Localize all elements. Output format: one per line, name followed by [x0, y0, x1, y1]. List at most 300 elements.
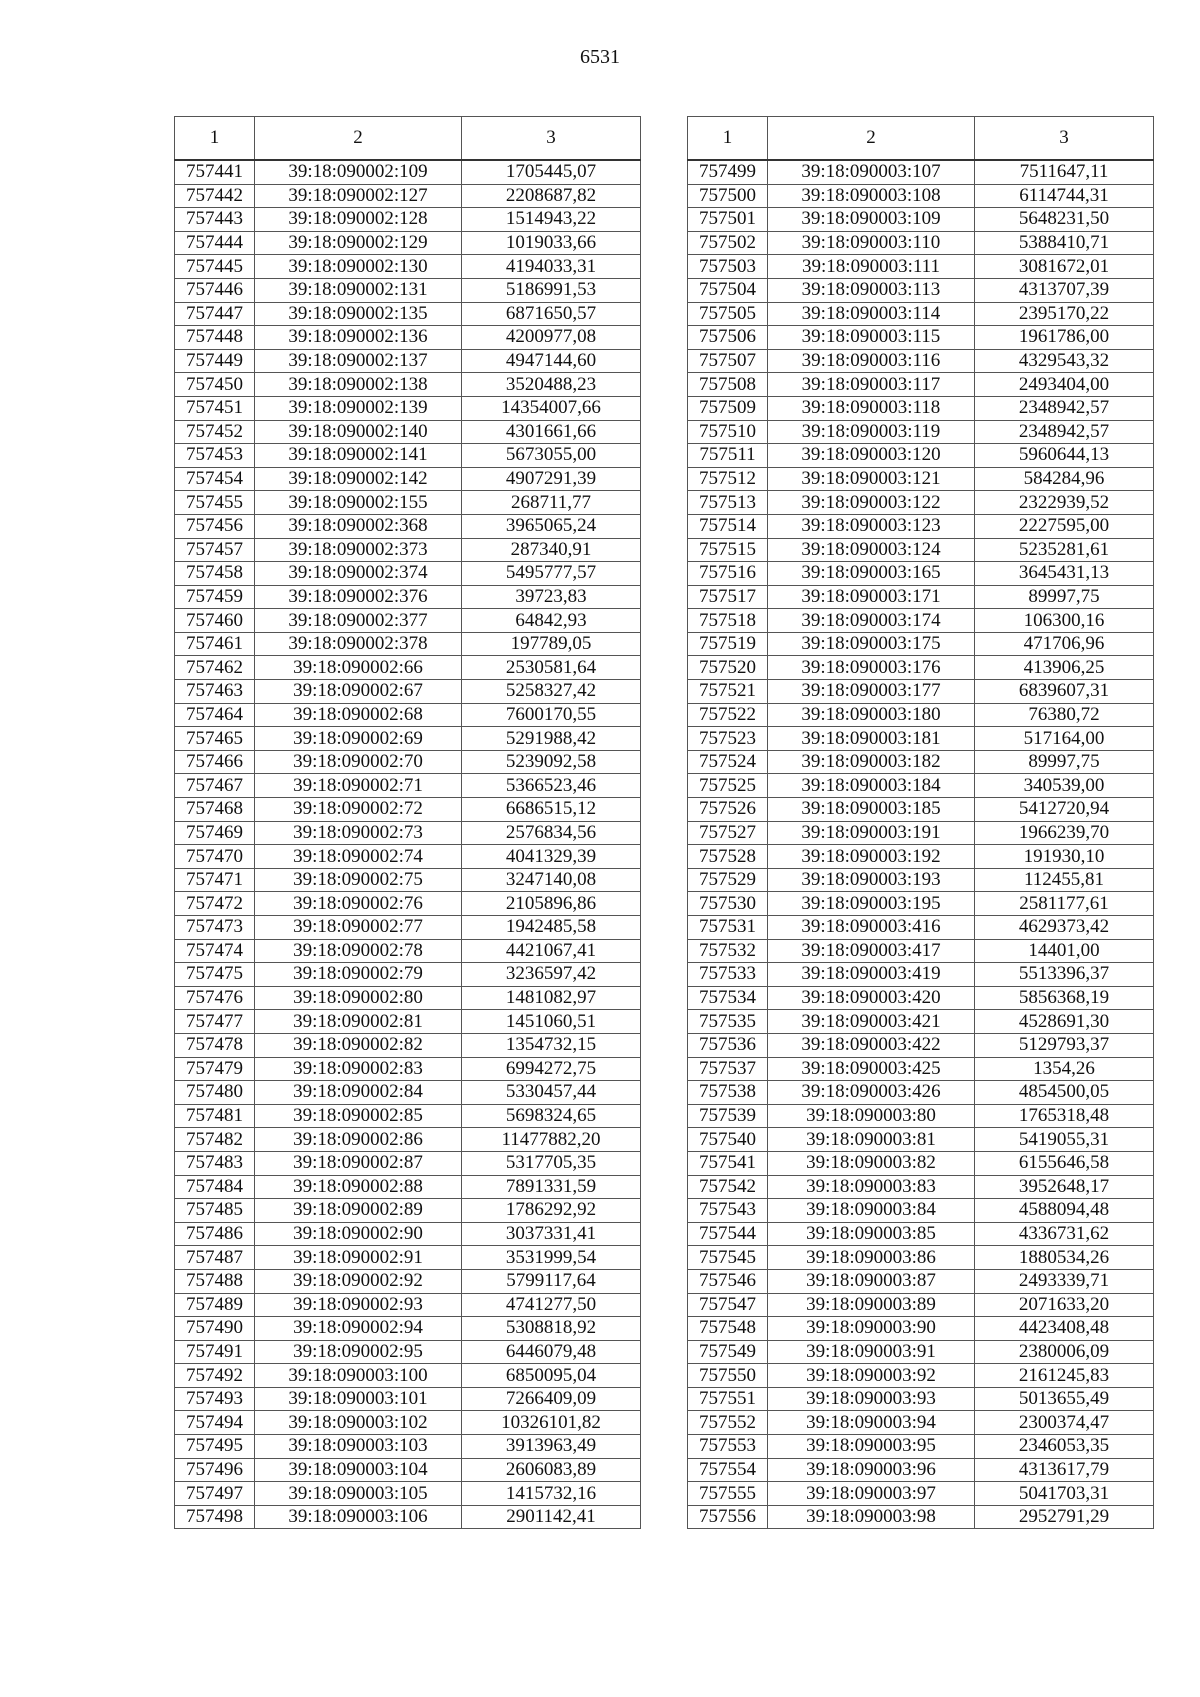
table-row: [688, 1317, 1154, 1341]
cadastral-number-cell: 39:18:090002:70: [255, 750, 462, 774]
cadastral-number-cell: 39:18:090003:115: [768, 326, 975, 350]
table-row: [688, 1246, 1154, 1270]
row-number-cell: 757494: [175, 1411, 255, 1435]
row-number-cell: 757523: [688, 727, 768, 751]
row-number-cell: 757501: [688, 208, 768, 232]
value-cell: 3037331,41: [462, 1222, 641, 1246]
value-cell: 3081672,01: [975, 255, 1154, 279]
value-cell: 4907291,39: [462, 467, 641, 491]
row-number-cell: 757444: [175, 231, 255, 255]
cadastral-number-cell: 39:18:090003:96: [768, 1458, 975, 1482]
value-cell: 4629373,42: [975, 916, 1154, 940]
value-cell: 6994272,75: [462, 1057, 641, 1081]
row-number-cell: 757525: [688, 774, 768, 798]
table-row: [175, 231, 641, 255]
row-number-cell: 757495: [175, 1435, 255, 1459]
cadastral-number-cell: 39:18:090003:118: [768, 396, 975, 420]
value-cell: 2952791,29: [975, 1505, 1154, 1529]
row-number-cell: 757498: [175, 1505, 255, 1529]
cadastral-number-cell: 39:18:090002:90: [255, 1222, 462, 1246]
cadastral-number-cell: 39:18:090003:193: [768, 868, 975, 892]
value-cell: 5317705,35: [462, 1151, 641, 1175]
table-row: [688, 255, 1154, 279]
value-cell: 89997,75: [975, 750, 1154, 774]
value-cell: 3236597,42: [462, 963, 641, 987]
cadastral-number-cell: 39:18:090003:121: [768, 467, 975, 491]
cadastral-number-cell: 39:18:090003:85: [768, 1222, 975, 1246]
row-number-cell: 757506: [688, 326, 768, 350]
value-cell: 4194033,31: [462, 255, 641, 279]
row-number-cell: 757492: [175, 1364, 255, 1388]
table-row: [688, 1057, 1154, 1081]
table-row: [688, 1151, 1154, 1175]
table-row: [688, 491, 1154, 515]
value-cell: 39723,83: [462, 585, 641, 609]
row-number-cell: 757518: [688, 609, 768, 633]
cadastral-number-cell: 39:18:090003:419: [768, 963, 975, 987]
value-cell: 2300374,47: [975, 1411, 1154, 1435]
row-number-cell: 757516: [688, 562, 768, 586]
value-cell: 6114744,31: [975, 184, 1154, 208]
table-row: [688, 821, 1154, 845]
row-number-cell: 757549: [688, 1340, 768, 1364]
table-row: [175, 562, 641, 586]
row-number-cell: 757441: [175, 160, 255, 184]
table-row: [688, 1010, 1154, 1034]
row-number-cell: 757478: [175, 1033, 255, 1057]
cadastral-number-cell: 39:18:090003:107: [768, 160, 975, 184]
value-cell: 2606083,89: [462, 1458, 641, 1482]
table-row: [688, 1104, 1154, 1128]
cadastral-number-cell: 39:18:090003:117: [768, 373, 975, 397]
value-cell: 5129793,37: [975, 1033, 1154, 1057]
row-number-cell: 757526: [688, 798, 768, 822]
row-number-cell: 757457: [175, 538, 255, 562]
column-header-3: 3: [975, 117, 1154, 161]
row-number-cell: 757513: [688, 491, 768, 515]
row-number-cell: 757462: [175, 656, 255, 680]
cadastral-number-cell: 39:18:090002:135: [255, 302, 462, 326]
value-cell: 7266409,09: [462, 1387, 641, 1411]
value-cell: 4200977,08: [462, 326, 641, 350]
cadastral-number-cell: 39:18:090002:91: [255, 1246, 462, 1270]
row-number-cell: 757443: [175, 208, 255, 232]
row-number-cell: 757544: [688, 1222, 768, 1246]
cadastral-number-cell: 39:18:090002:77: [255, 916, 462, 940]
cadastral-number-cell: 39:18:090002:81: [255, 1010, 462, 1034]
cadastral-number-cell: 39:18:090002:140: [255, 420, 462, 444]
table-row: [688, 1222, 1154, 1246]
table-row: [175, 420, 641, 444]
row-number-cell: 757504: [688, 278, 768, 302]
register-table-left-body: [175, 160, 641, 1529]
table-row: [688, 1175, 1154, 1199]
cadastral-number-cell: 39:18:090003:195: [768, 892, 975, 916]
cadastral-number-cell: 39:18:090003:90: [768, 1317, 975, 1341]
table-row: [175, 1482, 641, 1506]
row-number-cell: 757546: [688, 1269, 768, 1293]
row-number-cell: 757451: [175, 396, 255, 420]
value-cell: 5366523,46: [462, 774, 641, 798]
column-header-3: 3: [462, 117, 641, 161]
cadastral-number-cell: 39:18:090003:110: [768, 231, 975, 255]
table-row: [688, 562, 1154, 586]
value-cell: 10326101,82: [462, 1411, 641, 1435]
value-cell: 106300,16: [975, 609, 1154, 633]
value-cell: 3520488,23: [462, 373, 641, 397]
table-row: [175, 1458, 641, 1482]
row-number-cell: 757553: [688, 1435, 768, 1459]
row-number-cell: 757510: [688, 420, 768, 444]
cadastral-number-cell: 39:18:090003:425: [768, 1057, 975, 1081]
cadastral-number-cell: 39:18:090003:120: [768, 444, 975, 468]
row-number-cell: 757502: [688, 231, 768, 255]
cadastral-number-cell: 39:18:090003:420: [768, 986, 975, 1010]
row-number-cell: 757475: [175, 963, 255, 987]
table-row: [175, 632, 641, 656]
register-table-left: [174, 116, 641, 1529]
table-row: [175, 609, 641, 633]
cadastral-number-cell: 39:18:090002:138: [255, 373, 462, 397]
table-row: [688, 1293, 1154, 1317]
table-row: [688, 278, 1154, 302]
column-header-1: 1: [175, 117, 255, 161]
row-number-cell: 757466: [175, 750, 255, 774]
table-row: [175, 278, 641, 302]
cadastral-number-cell: 39:18:090003:81: [768, 1128, 975, 1152]
table-row: [688, 184, 1154, 208]
cadastral-number-cell: 39:18:090002:68: [255, 703, 462, 727]
cadastral-number-cell: 39:18:090002:83: [255, 1057, 462, 1081]
cadastral-number-cell: 39:18:090002:87: [255, 1151, 462, 1175]
value-cell: 5239092,58: [462, 750, 641, 774]
row-number-cell: 757509: [688, 396, 768, 420]
row-number-cell: 757500: [688, 184, 768, 208]
cadastral-number-cell: 39:18:090002:85: [255, 1104, 462, 1128]
row-number-cell: 757446: [175, 278, 255, 302]
cadastral-number-cell: 39:18:090003:93: [768, 1387, 975, 1411]
table-row: [175, 514, 641, 538]
row-number-cell: 757531: [688, 916, 768, 940]
row-number-cell: 757482: [175, 1128, 255, 1152]
row-number-cell: 757484: [175, 1175, 255, 1199]
table-row: [688, 396, 1154, 420]
table-row: [175, 916, 641, 940]
value-cell: 6839607,31: [975, 680, 1154, 704]
value-cell: 5330457,44: [462, 1081, 641, 1105]
value-cell: 517164,00: [975, 727, 1154, 751]
table-row: [175, 774, 641, 798]
cadastral-number-cell: 39:18:090003:95: [768, 1435, 975, 1459]
table-row: [175, 845, 641, 869]
value-cell: 5186991,53: [462, 278, 641, 302]
row-number-cell: 757477: [175, 1010, 255, 1034]
row-number-cell: 757497: [175, 1482, 255, 1506]
value-cell: 268711,77: [462, 491, 641, 515]
cadastral-number-cell: 39:18:090003:122: [768, 491, 975, 515]
row-number-cell: 757459: [175, 585, 255, 609]
row-number-cell: 757520: [688, 656, 768, 680]
column-header-2: 2: [255, 117, 462, 161]
value-cell: 5960644,13: [975, 444, 1154, 468]
row-number-cell: 757476: [175, 986, 255, 1010]
cadastral-number-cell: 39:18:090002:139: [255, 396, 462, 420]
value-cell: 5308818,92: [462, 1317, 641, 1341]
row-number-cell: 757448: [175, 326, 255, 350]
table-row: [175, 302, 641, 326]
cadastral-number-cell: 39:18:090003:123: [768, 514, 975, 538]
cadastral-number-cell: 39:18:090002:142: [255, 467, 462, 491]
cadastral-number-cell: 39:18:090003:89: [768, 1293, 975, 1317]
value-cell: 2395170,22: [975, 302, 1154, 326]
row-number-cell: 757449: [175, 349, 255, 373]
table-row: [175, 963, 641, 987]
table-row: [175, 491, 641, 515]
row-number-cell: 757454: [175, 467, 255, 491]
value-cell: 4421067,41: [462, 939, 641, 963]
value-cell: 2105896,86: [462, 892, 641, 916]
row-number-cell: 757541: [688, 1151, 768, 1175]
value-cell: 4423408,48: [975, 1317, 1154, 1341]
row-number-cell: 757471: [175, 868, 255, 892]
table-row: [175, 1151, 641, 1175]
value-cell: 89997,75: [975, 585, 1154, 609]
row-number-cell: 757535: [688, 1010, 768, 1034]
value-cell: 2901142,41: [462, 1505, 641, 1529]
row-number-cell: 757532: [688, 939, 768, 963]
table-row: [175, 208, 641, 232]
cadastral-number-cell: 39:18:090003:119: [768, 420, 975, 444]
table-row: [688, 774, 1154, 798]
cadastral-number-cell: 39:18:090002:66: [255, 656, 462, 680]
value-cell: 2493404,00: [975, 373, 1154, 397]
row-number-cell: 757522: [688, 703, 768, 727]
table-row: [688, 727, 1154, 751]
row-number-cell: 757452: [175, 420, 255, 444]
table-header-row: [175, 117, 641, 161]
row-number-cell: 757465: [175, 727, 255, 751]
table-row: [175, 1505, 641, 1529]
row-number-cell: 757511: [688, 444, 768, 468]
row-number-cell: 757491: [175, 1340, 255, 1364]
cadastral-number-cell: 39:18:090003:114: [768, 302, 975, 326]
cadastral-number-cell: 39:18:090003:165: [768, 562, 975, 586]
table-header-row: [688, 117, 1154, 161]
cadastral-number-cell: 39:18:090002:72: [255, 798, 462, 822]
value-cell: 4854500,05: [975, 1081, 1154, 1105]
table-row: [688, 444, 1154, 468]
cadastral-number-cell: 39:18:090002:76: [255, 892, 462, 916]
value-cell: 471706,96: [975, 632, 1154, 656]
value-cell: 340539,00: [975, 774, 1154, 798]
value-cell: 1880534,26: [975, 1246, 1154, 1270]
table-row: [175, 467, 641, 491]
cadastral-number-cell: 39:18:090003:184: [768, 774, 975, 798]
row-number-cell: 757458: [175, 562, 255, 586]
row-number-cell: 757556: [688, 1505, 768, 1529]
cadastral-number-cell: 39:18:090002:88: [255, 1175, 462, 1199]
cadastral-number-cell: 39:18:090003:82: [768, 1151, 975, 1175]
table-row: [688, 420, 1154, 444]
value-cell: 5291988,42: [462, 727, 641, 751]
row-number-cell: 757474: [175, 939, 255, 963]
row-number-cell: 757547: [688, 1293, 768, 1317]
cadastral-number-cell: 39:18:090003:80: [768, 1104, 975, 1128]
value-cell: 1786292,92: [462, 1199, 641, 1223]
value-cell: 3913963,49: [462, 1435, 641, 1459]
table-row: [175, 396, 641, 420]
table-row: [175, 349, 641, 373]
page-number: 6531: [580, 46, 620, 68]
row-number-cell: 757483: [175, 1151, 255, 1175]
table-row: [688, 1505, 1154, 1529]
value-cell: 4313617,79: [975, 1458, 1154, 1482]
table-row: [175, 798, 641, 822]
value-cell: 1514943,22: [462, 208, 641, 232]
value-cell: 2348942,57: [975, 420, 1154, 444]
table-row: [175, 1269, 641, 1293]
row-number-cell: 757542: [688, 1175, 768, 1199]
table-row: [175, 326, 641, 350]
value-cell: 76380,72: [975, 703, 1154, 727]
row-number-cell: 757487: [175, 1246, 255, 1270]
table-row: [175, 1057, 641, 1081]
row-number-cell: 757552: [688, 1411, 768, 1435]
value-cell: 1415732,16: [462, 1482, 641, 1506]
table-row: [688, 750, 1154, 774]
table-row: [175, 255, 641, 279]
cadastral-number-cell: 39:18:090003:91: [768, 1340, 975, 1364]
cadastral-number-cell: 39:18:090003:109: [768, 208, 975, 232]
table-row: [688, 1269, 1154, 1293]
value-cell: 1966239,70: [975, 821, 1154, 845]
value-cell: 3965065,24: [462, 514, 641, 538]
value-cell: 5856368,19: [975, 986, 1154, 1010]
table-row: [688, 326, 1154, 350]
table-row: [175, 373, 641, 397]
row-number-cell: 757442: [175, 184, 255, 208]
cadastral-number-cell: 39:18:090002:136: [255, 326, 462, 350]
value-cell: 5513396,37: [975, 963, 1154, 987]
table-row: [688, 916, 1154, 940]
cadastral-number-cell: 39:18:090003:416: [768, 916, 975, 940]
value-cell: 4741277,50: [462, 1293, 641, 1317]
cadastral-number-cell: 39:18:090002:376: [255, 585, 462, 609]
row-number-cell: 757479: [175, 1057, 255, 1081]
row-number-cell: 757550: [688, 1364, 768, 1388]
cadastral-number-cell: 39:18:090003:116: [768, 349, 975, 373]
cadastral-number-cell: 39:18:090002:377: [255, 609, 462, 633]
cadastral-number-cell: 39:18:090003:101: [255, 1387, 462, 1411]
table-row: [175, 444, 641, 468]
table-row: [175, 1128, 641, 1152]
value-cell: 1705445,07: [462, 160, 641, 184]
cadastral-number-cell: 39:18:090003:105: [255, 1482, 462, 1506]
value-cell: 7891331,59: [462, 1175, 641, 1199]
value-cell: 4301661,66: [462, 420, 641, 444]
value-cell: 4528691,30: [975, 1010, 1154, 1034]
value-cell: 2576834,56: [462, 821, 641, 845]
table-row: [175, 1411, 641, 1435]
cadastral-number-cell: 39:18:090003:176: [768, 656, 975, 680]
register-table-right-body: [688, 160, 1154, 1529]
cadastral-number-cell: 39:18:090002:127: [255, 184, 462, 208]
cadastral-number-cell: 39:18:090002:80: [255, 986, 462, 1010]
value-cell: 1481082,97: [462, 986, 641, 1010]
value-cell: 1765318,48: [975, 1104, 1154, 1128]
table-row: [688, 1128, 1154, 1152]
table-row: [688, 798, 1154, 822]
table-row: [175, 1199, 641, 1223]
row-number-cell: 757540: [688, 1128, 768, 1152]
table-row: [688, 160, 1154, 184]
value-cell: 14401,00: [975, 939, 1154, 963]
cadastral-number-cell: 39:18:090002:373: [255, 538, 462, 562]
row-number-cell: 757533: [688, 963, 768, 987]
value-cell: 5013655,49: [975, 1387, 1154, 1411]
cadastral-number-cell: 39:18:090002:94: [255, 1317, 462, 1341]
row-number-cell: 757469: [175, 821, 255, 845]
row-number-cell: 757496: [175, 1458, 255, 1482]
table-row: [688, 231, 1154, 255]
table-row: [688, 632, 1154, 656]
value-cell: 5648231,50: [975, 208, 1154, 232]
cadastral-number-cell: 39:18:090002:79: [255, 963, 462, 987]
table-row: [688, 585, 1154, 609]
row-number-cell: 757456: [175, 514, 255, 538]
cadastral-number-cell: 39:18:090002:368: [255, 514, 462, 538]
value-cell: 1942485,58: [462, 916, 641, 940]
value-cell: 2346053,35: [975, 1435, 1154, 1459]
row-number-cell: 757480: [175, 1081, 255, 1105]
row-number-cell: 757507: [688, 349, 768, 373]
table-row: [175, 750, 641, 774]
cadastral-number-cell: 39:18:090003:108: [768, 184, 975, 208]
row-number-cell: 757445: [175, 255, 255, 279]
value-cell: 6850095,04: [462, 1364, 641, 1388]
cadastral-number-cell: 39:18:090002:137: [255, 349, 462, 373]
value-cell: 11477882,20: [462, 1128, 641, 1152]
row-number-cell: 757519: [688, 632, 768, 656]
value-cell: 5041703,31: [975, 1482, 1154, 1506]
row-number-cell: 757554: [688, 1458, 768, 1482]
cadastral-number-cell: 39:18:090003:103: [255, 1435, 462, 1459]
table-row: [688, 703, 1154, 727]
row-number-cell: 757512: [688, 467, 768, 491]
cadastral-number-cell: 39:18:090002:74: [255, 845, 462, 869]
cadastral-number-cell: 39:18:090002:130: [255, 255, 462, 279]
cadastral-number-cell: 39:18:090003:174: [768, 609, 975, 633]
cadastral-number-cell: 39:18:090003:113: [768, 278, 975, 302]
row-number-cell: 757503: [688, 255, 768, 279]
row-number-cell: 757508: [688, 373, 768, 397]
value-cell: 1019033,66: [462, 231, 641, 255]
value-cell: 3645431,13: [975, 562, 1154, 586]
cadastral-number-cell: 39:18:090003:106: [255, 1505, 462, 1529]
value-cell: 3247140,08: [462, 868, 641, 892]
cadastral-number-cell: 39:18:090003:92: [768, 1364, 975, 1388]
table-row: [688, 892, 1154, 916]
row-number-cell: 757548: [688, 1317, 768, 1341]
cadastral-number-cell: 39:18:090003:185: [768, 798, 975, 822]
table-row: [688, 1364, 1154, 1388]
table-row: [688, 538, 1154, 562]
table-row: [688, 963, 1154, 987]
row-number-cell: 757538: [688, 1081, 768, 1105]
cadastral-number-cell: 39:18:090003:171: [768, 585, 975, 609]
table-row: [688, 1199, 1154, 1223]
row-number-cell: 757473: [175, 916, 255, 940]
